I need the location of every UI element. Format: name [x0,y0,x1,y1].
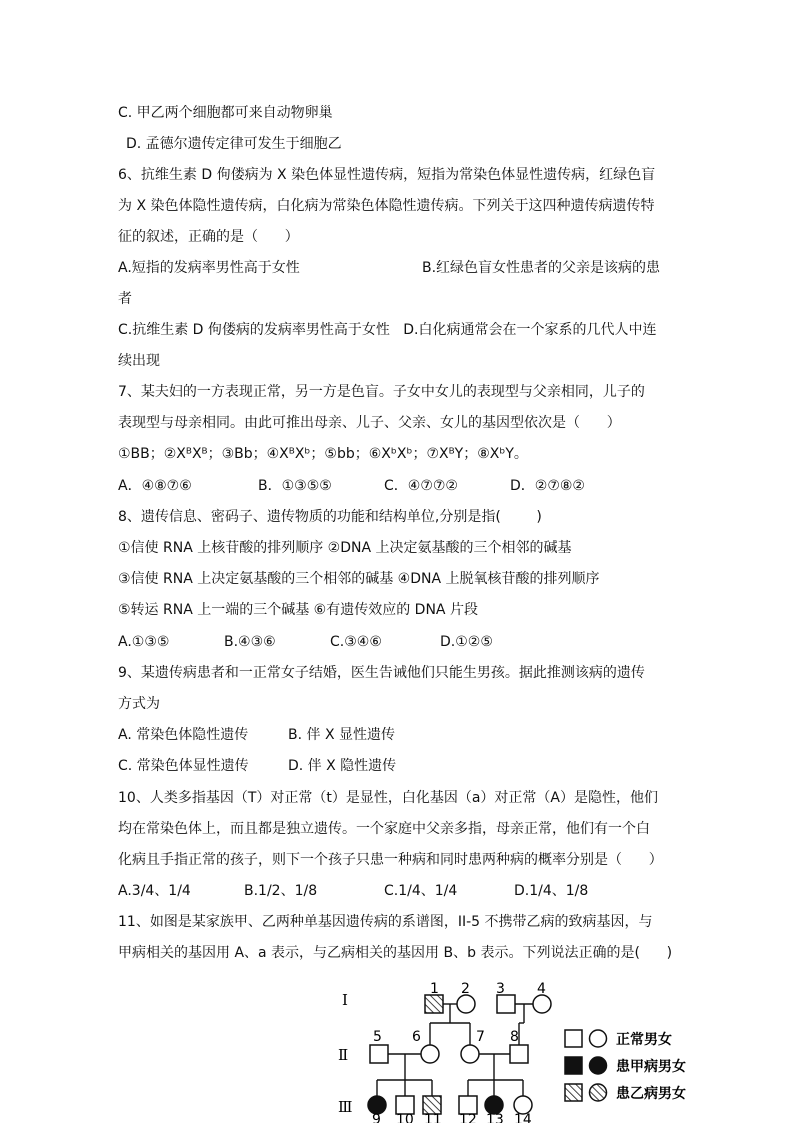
q9-option-c: C. 常染色体显性遗传 [118,758,249,774]
individual-num-11: 11 [424,1112,442,1123]
legend-male-jia-symbol [565,1057,582,1074]
q10-option-d: D.1/4、1/8 [514,883,589,899]
individual-4-normal-female [533,995,551,1013]
legend-female-jia-symbol [590,1057,607,1074]
individual-1-yi-male [425,995,443,1013]
individual-num-12: 12 [459,1112,477,1123]
individual-8-normal-male [510,1045,528,1063]
q6-stem-2: 为 X 染色体隐性遗传病，白化病为常染色体隐性遗传病。下列关于这四种遗传病遗传特 [118,198,655,214]
q7-stem-2: 表现型与母亲相同。由此可推出母亲、儿子、父亲、女儿的基因型依次是（ ） [118,415,621,431]
generation-label-2: Ⅱ [338,1046,349,1064]
c5-option: C. 甲乙两个细胞都可来自动物卵巢 [118,105,333,121]
individual-num-13: 13 [486,1112,504,1123]
generation-label-3: Ⅲ [338,1098,353,1116]
legend-jia-label: 患甲病男女 [616,1059,686,1075]
q11-stem-2: 甲病相关的基因用 A、a 表示，与乙病相关的基因用 B、b 表示。下列说法正确的是( ) [118,945,673,961]
individual-5-normal-male [370,1045,388,1063]
q10-option-c: C.1/4、1/4 [384,883,458,899]
q8-item-1: ①信使 RNA 上核苷酸的排列顺序 ②DNA 上决定氨基酸的三个相邻的碱基 [118,540,572,556]
individual-num-5: 5 [373,1029,382,1045]
d5-option: D. 孟德尔遗传定律可发生于细胞乙 [126,136,342,152]
individual-7-normal-female [461,1045,479,1063]
q10-stem-1: 10、人类多指基因（T）对正常（t）是显性，白化基因（a）对正常（A）是隐性，他们 [118,790,659,806]
legend-male-yi-symbol [565,1084,582,1101]
individual-6-normal-female [421,1045,439,1063]
q8-option-d: D.①②⑤ [440,634,493,650]
q8-option-c: C.③④⑥ [330,634,382,650]
legend-male-normal-symbol [565,1030,582,1047]
individual-num-9: 9 [372,1112,381,1123]
individual-num-8: 8 [510,1029,519,1045]
q9-stem-1: 9、某遗传病患者和一正常女子结婚，医生告诫他们只能生男孩。据此推测该病的遗传 [118,665,645,681]
q10-stem-3: 化病且手指正常的孩子，则下一个孩子只患一种病和同时患两种病的概率分别是（ ） [118,852,663,868]
q8-option-b: B.④③⑥ [224,634,276,650]
individual-num-2: 2 [461,981,470,997]
individual-num-4: 4 [537,981,546,997]
q8-item-5: ⑤转运 RNA 上一端的三个碱基 ⑥有遗传效应的 DNA 片段 [118,602,478,618]
generation-label-1: Ⅰ [342,991,348,1009]
q9-option-d: D. 伴 X 隐性遗传 [288,758,397,774]
individual-2-normal-female [457,995,475,1013]
individual-num-14: 14 [514,1112,532,1123]
q6-option-b: B.红绿色盲女性患者的父亲是该病的患 [422,260,661,276]
q6-option-c: C.抗维生素 D 佝偻病的发病率男性高于女性 D.白化病通常会在一个家系的几代人中连 [118,322,657,338]
q7-option-b: B．①③⑤⑤ [258,478,332,494]
q7-genotypes: ①BB；②XᴮXᴮ；③Bb；④XᴮXᵇ；⑤bb；⑥XᵇXᵇ；⑦XᴮY；⑧XᵇY。 [118,446,528,462]
q7-stem-1: 7、某夫妇的一方表现正常，另一方是色盲。子女中女儿的表现型与父亲相同，儿子的 [118,384,645,400]
q10-stem-2: 均在常染色体上，而且都是独立遗传。一个家庭中父亲多指，母亲正常，他们有一个白 [118,821,650,837]
legend-female-yi-symbol [590,1084,607,1101]
q8-option-a: A.①③⑤ [118,634,170,650]
individual-num-1: 1 [430,981,439,997]
individual-num-6: 6 [412,1029,421,1045]
q9-stem-2: 方式为 [118,696,160,712]
q6-option-b-cont: 者 [118,291,132,307]
individual-3-normal-male [497,995,515,1013]
individual-num-7: 7 [476,1029,485,1045]
q9-option-a: A. 常染色体隐性遗传 [118,727,249,743]
q6-option-c-cont: 续出现 [118,353,160,369]
q10-option-a: A.3/4、1/4 [118,883,191,899]
individual-num-10: 10 [396,1112,414,1123]
q8-stem: 8、遗传信息、密码子、遗传物质的功能和结构单位,分别是指( ) [118,509,542,525]
q7-option-d: D．②⑦⑧② [510,478,585,494]
q9-option-b: B. 伴 X 显性遗传 [288,727,395,743]
q7-option-a: A．④⑧⑦⑥ [118,478,192,494]
q6-option-a: A.短指的发病率男性高于女性 [118,260,300,276]
legend-female-normal-symbol [590,1030,607,1047]
q7-option-c: C．④⑦⑦② [384,478,458,494]
q6-stem-3: 征的叙述，正确的是（ ） [118,229,299,245]
q10-option-b: B.1/2、1/8 [244,883,318,899]
q8-item-3: ③信使 RNA 上决定氨基酸的三个相邻的碱基 ④DNA 上脱氧核苷酸的排列顺序 [118,571,600,587]
q6-stem-1: 6、抗维生素 D 佝偻病为 X 染色体显性遗传病，短指为常染色体显性遗传病，红绿色盲 [118,167,656,183]
legend-yi-label: 患乙病男女 [616,1086,686,1102]
q11-stem-1: 11、如图是某家族甲、乙两种单基因遗传病的系谱图，II-5 不携带乙病的致病基因，与 [118,914,653,930]
individual-num-3: 3 [496,981,505,997]
legend-normal-label: 正常男女 [616,1032,672,1048]
